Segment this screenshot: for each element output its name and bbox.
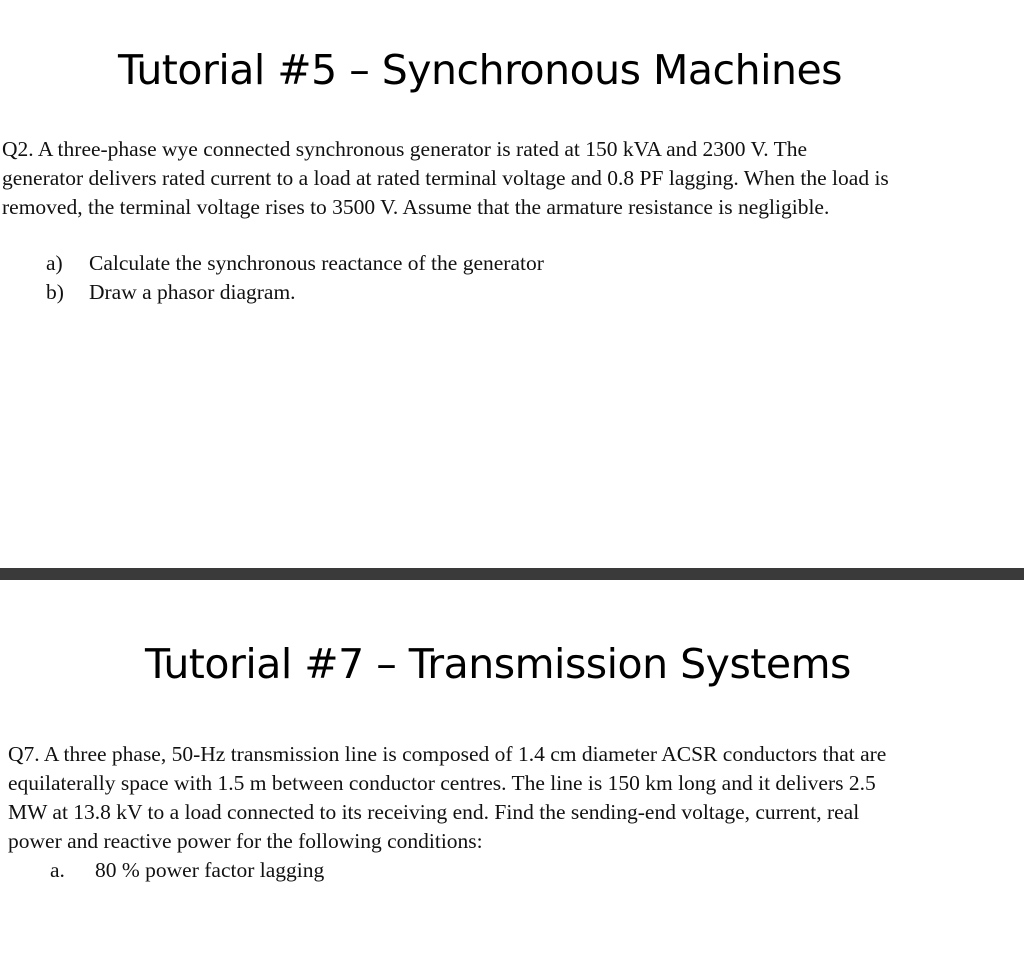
q2-part-a-text: Calculate the synchronous reactance of the generator [89, 251, 544, 275]
tutorial-7-title: Tutorial #7 – Transmission Systems [145, 640, 851, 688]
question-q2-text [2, 135, 1022, 222]
q2-part-b-text: Draw a phasor diagram. [89, 280, 296, 304]
q7-part-a-marker: a. [50, 858, 65, 882]
section-divider [0, 568, 1024, 580]
tutorial-5-title: Tutorial #5 – Synchronous Machines [118, 46, 843, 94]
q7-line-4: power and reactive power for the following conditions: [8, 829, 483, 853]
q2-line-1: Q2. A three-phase wye connected synchronous generator is rated at 150 kVA and 2300 V. The [2, 137, 808, 161]
q2-part-b [46, 278, 296, 307]
q2-part-b-marker: b) [46, 280, 64, 304]
q2-line-2: generator delivers rated current to a load at rated terminal voltage and 0.8 PF lagging. When the load is [2, 166, 889, 190]
question-q7-text [8, 740, 1022, 856]
q7-line-1: Q7. A three phase, 50-Hz transmission line is composed of 1.4 cm diameter ACSR conductors that are [8, 742, 887, 766]
q2-line-3: removed, the terminal voltage rises to 3500 V. Assume that the armature resistance is negligible. [2, 195, 830, 219]
q2-part-a [46, 249, 544, 278]
q7-part-a [50, 856, 325, 885]
q7-part-a-text: 80 % power factor lagging [95, 858, 325, 882]
q7-line-3: MW at 13.8 kV to a load connected to its receiving end. Find the sending-end voltage, current, real [8, 800, 860, 824]
q2-part-a-marker: a) [46, 251, 63, 275]
q7-line-2: equilaterally space with 1.5 m between conductor centres. The line is 150 km long and it delivers 2.5 [8, 771, 876, 795]
